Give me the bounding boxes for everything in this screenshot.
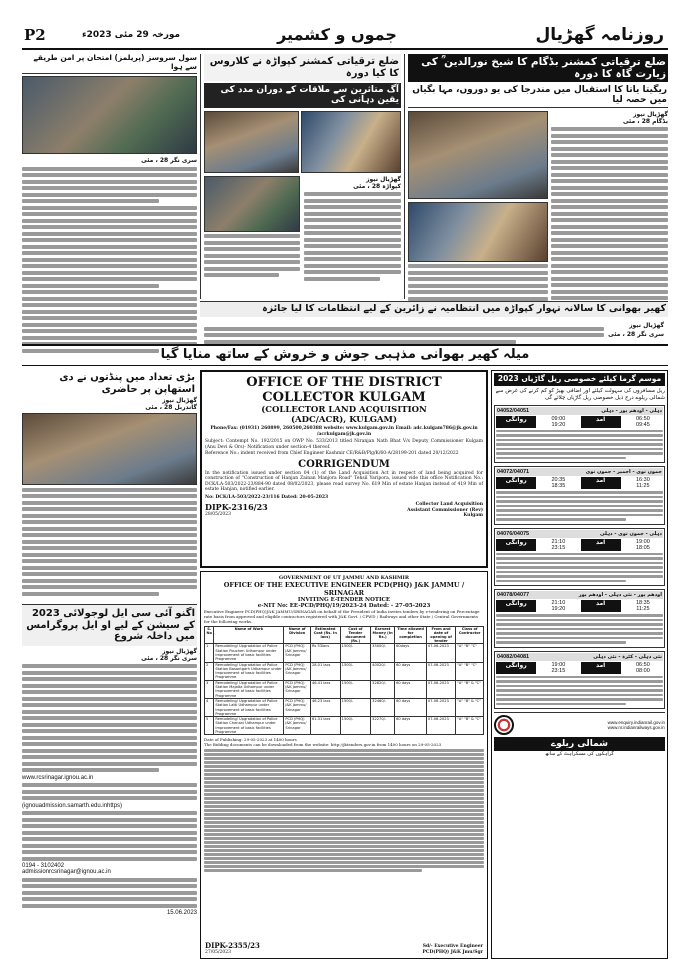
tender-cell: 32820/- — [371, 680, 395, 698]
ad-dc-kulgam — [200, 370, 488, 568]
tender-cell: 1500/- — [340, 644, 371, 662]
shrine-visit-photo — [408, 111, 548, 199]
label-departure: روانگی — [496, 600, 536, 612]
headline: کھیر بھوانی کا سالانہ تہوار کپواڑہ میں انتظامیہ نے زائرین کے لیے انتظامات کا لیا جائزہ — [200, 302, 668, 317]
phone-number: 0194 - 3102402 — [22, 863, 65, 869]
label-departure: روانگی — [496, 477, 536, 489]
rail-website-2[interactable]: www.nr.indianrailways.gov.in — [607, 725, 665, 731]
ad-title-1: OFFICE OF THE DISTRICT — [246, 375, 442, 390]
tender-cell: Rs 53lacs — [310, 644, 340, 662]
tender-cell: 32460/- — [371, 698, 395, 716]
ad-pcd-tender — [200, 571, 488, 959]
train-route: اودھم پور - نئی دہلی - اودھم پور — [578, 592, 662, 599]
tender-cell: PCD (PHQ) J&K Jammu/ Srinagar — [284, 698, 311, 716]
train-number: 04082/04081 — [497, 653, 530, 660]
byline: گھڑیال نیوز — [366, 175, 401, 183]
headline: ضلع ترقیاتی کمشنر کپواڑہ نے کلاروس کا کیا دورہ — [204, 54, 401, 81]
tender-conditions — [204, 749, 484, 872]
headline: سول سروسز (پریلمز) امتحان پر امن طریقے سے ہوا — [22, 54, 197, 74]
story-civil-services — [22, 54, 197, 350]
tender-cell: "A" "B" & "C" — [456, 698, 484, 716]
headline: اگنو آئی سی ایل لوجولائی 2023 کے سیشن کے لیے او ایل پروگرامس میں داخلہ شروع — [22, 605, 197, 646]
section-title: جموں و کشمیر — [277, 25, 397, 44]
tender-row — [205, 717, 484, 735]
label-arrival: آمد — [581, 539, 621, 551]
tender-cell: "A" "B" "C" — [456, 644, 484, 662]
tender-cell: Remodeling/ Upgradation of Police Station Basantgarh Udhampur under Improvement of basic facilities Programme — [214, 662, 284, 680]
tender-sign-1: Sd/- Executive Engineer — [422, 944, 483, 949]
masthead — [22, 24, 668, 50]
dateline: سری نگر 28 ، مئی — [141, 157, 197, 165]
damaged-house-photo — [204, 176, 300, 232]
departure-time: 19:20 — [551, 606, 566, 613]
tender-cell: 60 days — [395, 717, 427, 735]
tender-cell: 1500/- — [340, 717, 371, 735]
dateline: سری نگر 28 ، مئی — [608, 331, 664, 338]
arrival-time: 18:05 — [635, 544, 650, 551]
departure-time: 18:35 — [551, 483, 566, 490]
train-number: 04078/04077 — [497, 592, 530, 599]
tender-line-3: INVITING E-TENDER NOTICE — [297, 597, 391, 603]
tender-footer-2: The Bidding documents can be downloaded from the website: http://jktenders.gov.in from 1400 hours on 29-05-2023 — [204, 742, 442, 748]
last-date: 15.06.2023 — [166, 910, 197, 916]
label-departure: روانگی — [496, 416, 536, 428]
story-mela-kheer-bhawani — [22, 344, 668, 366]
rail-train-list — [494, 405, 665, 710]
story-budgam-dc — [408, 54, 668, 299]
ad-code-date: 28/05/2023 — [205, 512, 231, 517]
tender-header-cell: S. No — [205, 627, 214, 644]
rail-website-1[interactable]: www.enquiry.indianrail.gov.in — [607, 720, 665, 726]
tender-cell: 1500/- — [340, 662, 371, 680]
tender-cell: Remodeling/ Upgradation of Police Station Latti Udhampur under Improvement of basic facilities Programme — [214, 698, 284, 716]
ad-sub-2: (ADC/ACR), KULGAM) — [291, 415, 397, 425]
train-route: نئی دہلی - کٹرہ - نئی دہلی — [593, 653, 662, 660]
train-number: 04076/04075 — [497, 530, 530, 537]
subheadline: آگ متاثرین سے ملاقات کے دوران مدد کی یقین دہانی کی — [204, 83, 401, 108]
tender-row — [205, 662, 484, 680]
train-route: جموں توی - اجمیر - جموں توی — [585, 469, 662, 476]
tender-code: DIPK-2355/23 — [205, 940, 260, 950]
departure-time: 20:35 — [551, 477, 566, 484]
tender-cell: 60 days — [395, 698, 427, 716]
tender-header-cell: Estimated Cost (Rs. In lacs) — [310, 627, 340, 644]
headline: ضلع ترقیاتی کمشنر بڈگام کا شیخ نورالدین ؒ کی زیارت گاہ کا دورہ — [408, 54, 668, 82]
rail-logo-icon — [494, 715, 514, 735]
tender-row — [205, 644, 484, 662]
issue-date: مورخہ 29 مئی 2023ء — [82, 30, 181, 40]
ad-railways — [491, 370, 668, 959]
tender-header-cell: Name of Work — [214, 627, 284, 644]
label-arrival: آمد — [581, 477, 621, 489]
train-number: 04072/04071 — [497, 469, 530, 476]
devotees-photo — [22, 413, 197, 485]
tender-cell: 60days — [395, 644, 427, 662]
tender-header-cell: Earnest Money (In Rs.) — [371, 627, 395, 644]
ad-reference: Reference No.: indent received from Chief Engineer Kashmir CE/R&B/Plg/K/60-A/28199-201 dated 20/12/2022 — [205, 451, 459, 456]
train-route: دہلی - اودھم پور - دہلی — [601, 407, 662, 414]
email-address[interactable]: admissionrcsrinagar@ignou.ac.in — [22, 869, 111, 875]
tender-line-2: OFFICE OF THE EXECUTIVE ENGINEER PCD(PHQ) J&K JAMMU / SRINAGAR — [223, 581, 465, 597]
rail-intro: ریل مسافروں کی سہولت کیلئے اور اضافی بھیڑ کو کم کرنے کی غرض سے شمالی ریلوے درج ذیل خصوصی ریل گاڑیاں چلائے گی — [495, 387, 665, 401]
dateline: کپواڑہ 28 ، مئی — [353, 182, 401, 190]
rail-title: موسم گرما کیلئے خصوصی ریل گاڑیاں 2023 — [494, 373, 665, 386]
tender-row — [205, 680, 484, 698]
tender-cell: Remodeling/ Upgradation of Police Station Majalta Udhampur under Improvement of basic facilities Programme — [214, 680, 284, 698]
rail-train-block — [494, 405, 665, 464]
label-departure: روانگی — [496, 539, 536, 551]
tender-cell: 5 — [205, 717, 214, 735]
tender-cell: 61.31 lacs — [310, 717, 340, 735]
ad-sub-1: (COLLECTOR LAND ACQUISITION — [261, 405, 427, 415]
tender-cell: 07-06-2023 — [426, 680, 455, 698]
arrival-time: 16:30 — [635, 477, 650, 484]
banner-headline: میلہ کھیر بھوانی مذہبی جوش و خروش کے ساتھ منایا گیا — [160, 347, 530, 362]
tender-intro: Executive Engineer PCD(PHQ)J&K JAMMU/SRINAGAR on behalf of the President of India invites tenders by e-tendering on Percentage rate basis from approved and eligible contractors registered with J&K Govt. / CPWD / Railways and other State / Central Governments for the following works. — [204, 609, 480, 624]
tender-cell: PCD (PHQ) J&K Jammu/ Srinagar — [284, 717, 311, 735]
train-route: دہلی - جموں توی - دہلی — [600, 530, 662, 537]
ad-contact: Phone/Fax: (01931) 260899, 260500,260388 website: www.kulgam.gov.in Email: adc.kulgam786@jk.gov.in /acrkulgam@jk.gov.in — [210, 426, 478, 437]
ad-code: DIPK-2316/23 — [205, 502, 268, 512]
arrival-time: 19:00 — [635, 538, 650, 545]
arrival-time: 06:50 — [635, 415, 650, 422]
label-arrival: آمد — [581, 600, 621, 612]
tender-header-cell: Name of Division — [284, 627, 311, 644]
tender-cell: 28.01 lacs — [310, 662, 340, 680]
story-kheer-bhawani-kupwara — [200, 301, 668, 343]
ad-title-2: COLLECTOR KULGAM — [262, 390, 426, 405]
arrival-time: 11:25 — [636, 606, 650, 613]
tender-cell: 2 — [205, 662, 214, 680]
tender-header-cell: Time allowed for completion — [395, 627, 427, 644]
tender-cell: 1 — [205, 644, 214, 662]
tender-cell: "A" "B" & "C" — [456, 717, 484, 735]
byline: گھڑیال نیوز — [629, 322, 664, 329]
ad-sign-3: Kulgam — [463, 513, 483, 518]
tender-sign-2: PCD(PHQ) J&K Jmu/Sgr — [422, 949, 483, 955]
tender-line-4: e-NIT No: EE-PCD/PHQ/19/2023-24 Dated: - 27-05-2023 — [257, 603, 431, 609]
tender-cell: 60 days — [395, 662, 427, 680]
story-ignou-admission — [22, 604, 197, 959]
rail-train-block — [494, 528, 665, 587]
rail-brand: شمالی ریلوے — [494, 737, 665, 751]
tender-cell: 07-06-2023 — [426, 644, 455, 662]
departure-time: 19:00 — [551, 661, 566, 668]
tender-cell: "A" "B" "C" — [456, 662, 484, 680]
rail-brand-sub: گراہکوں کی مسکراہٹ کے ساتھ — [545, 751, 614, 758]
byline: گھڑیال نیوز — [162, 397, 197, 404]
tender-code-date: 27/05/2023 — [205, 949, 231, 955]
tender-cell: 1500/- — [340, 680, 371, 698]
tender-cell: 46.41 lacs — [310, 680, 340, 698]
tender-cell: 60 days — [395, 680, 427, 698]
byline: گھڑیال نیوز — [162, 647, 197, 655]
website-link[interactable]: www.rcsrinagar.ignou.ac.in — [22, 774, 94, 781]
tender-cell: 4 — [205, 698, 214, 716]
headline: بڑی تعداد میں پنڈتوں نے دی استھاپن پر حاضری — [59, 372, 195, 395]
tender-cell: Remodeling/ Upgradation of Police Station Chenani Udhampur under Improvement of basic facilities Programme — [214, 717, 284, 735]
departure-time: 19:20 — [551, 421, 566, 428]
tender-table — [204, 626, 484, 735]
tender-line-1: GOVERNMENT OF UT JAMMU AND KASHMIR — [278, 575, 410, 581]
rail-train-block — [494, 589, 665, 648]
dateline: بڈگام 28 ، مئی — [622, 117, 668, 125]
tender-cell: "A" "B" & "C" — [456, 680, 484, 698]
story-kupwara-dc — [200, 54, 405, 299]
admission-link[interactable]: (ignouadmission.samarth.edu.inhttps) — [22, 802, 123, 809]
arrival-time: 11:25 — [636, 483, 650, 490]
tender-footer-1: Date of Publishing: 29-05-2023 at 1400 hours — [204, 737, 297, 743]
tender-cell: 32270/- — [371, 717, 395, 735]
ad-heading: CORRIGENDUM — [298, 458, 390, 470]
dc-meeting-photo — [204, 111, 299, 173]
body-text — [22, 167, 197, 353]
tender-cell: 07-06-2023 — [426, 662, 455, 680]
dateline: سری نگر 28 ، مئی — [141, 654, 197, 662]
tender-cell: 3 — [205, 680, 214, 698]
label-departure: روانگی — [496, 662, 536, 674]
tender-cell: 1500/- — [340, 698, 371, 716]
tender-cell: PCD (PHQ) J&K Jammu/ Srinagar — [284, 662, 311, 680]
dateline: گاندربل 28 ، مئی — [145, 404, 197, 411]
story-pandits-attendance — [22, 370, 197, 602]
tender-header-cell: Class of Contractor — [456, 627, 484, 644]
label-arrival: آمد — [581, 662, 621, 674]
tender-cell: 40020/- — [371, 662, 395, 680]
tender-header-cell: Cost of Tender document (Rs.) — [340, 627, 371, 644]
label-arrival: آمد — [581, 416, 621, 428]
departure-time: 23:15 — [551, 544, 566, 551]
newspaper-name: روزنامہ گھڑیال — [535, 25, 664, 45]
tender-cell: 07-06-2023 — [426, 698, 455, 716]
tender-row — [205, 698, 484, 716]
officials-photo — [408, 202, 548, 262]
arrival-time: 08:00 — [635, 667, 650, 674]
arrival-time: 09:45 — [635, 421, 650, 428]
departure-time: 23:15 — [551, 667, 566, 674]
tender-cell: 35000/- — [371, 644, 395, 662]
arrival-time: 18:35 — [635, 600, 650, 607]
tender-cell: 07-06-2023 — [426, 717, 455, 735]
tender-cell: 46.23 lacs — [310, 698, 340, 716]
departure-time: 21:10 — [551, 600, 566, 607]
ad-body: In the notification issued under section 04 (1) of the Land Acquisition Act in respect of land being acquired for construction of "Construction of Hanjan Zainan Manjora Road" Tehsil Yaripora, issued vide this office Notification No.: DCK/LA-503/2022-23/884-90 dated 08/02/2023, please read survey No. 619 Min of estate Hanjan instead of 419 Min of estate Hanjan, notified earlier. — [205, 470, 483, 492]
tender-header-cell: From and date of opening of tender — [426, 627, 455, 644]
byline: گھڑیال نیوز — [633, 110, 668, 118]
arrival-time: 06:50 — [635, 661, 650, 668]
train-number: 04052/04051 — [497, 407, 530, 414]
ad-sign-1: Collector Land Acquisition — [415, 502, 483, 507]
ad-subject: Subject: Contempt No. 192/2015 on OWP No. 533/2013 titled Niranjan Nath Bhat V/s Deputy Commissioner Kulgam (Anu Devi & Ors)- Notification under section-4 thereof. — [205, 439, 483, 450]
exam-hall-photo — [22, 76, 197, 154]
rail-train-block — [494, 651, 665, 710]
fire-victims-photo — [301, 111, 401, 173]
departure-time: 21:10 — [551, 538, 566, 545]
ad-number: No: DCK/LA-503/2022-23/116 Dated: 20-05-2023 — [205, 494, 329, 500]
departure-time: 09:00 — [551, 415, 566, 422]
tender-cell: PCD (PHQ) J&K Jammu/ Srinagar — [284, 680, 311, 698]
page-number: P2 — [24, 26, 46, 44]
rail-train-block — [494, 466, 665, 525]
tender-cell: Remodeling/ Upgradation of Police Station Pouchen Udhampur under Improvement of basic facilities Programme — [214, 644, 284, 662]
subheadline: ریگیتا یاتا کا استقبال میں مندرجا کی یو دوروں، مہا بگیاں میں حصہ لیا — [408, 84, 668, 108]
tender-cell: PCD (PHQ) J&K Jammu/ Srinagar — [284, 644, 311, 662]
ad-sign-2: Assistant Commissioner (Rev) — [407, 507, 483, 513]
